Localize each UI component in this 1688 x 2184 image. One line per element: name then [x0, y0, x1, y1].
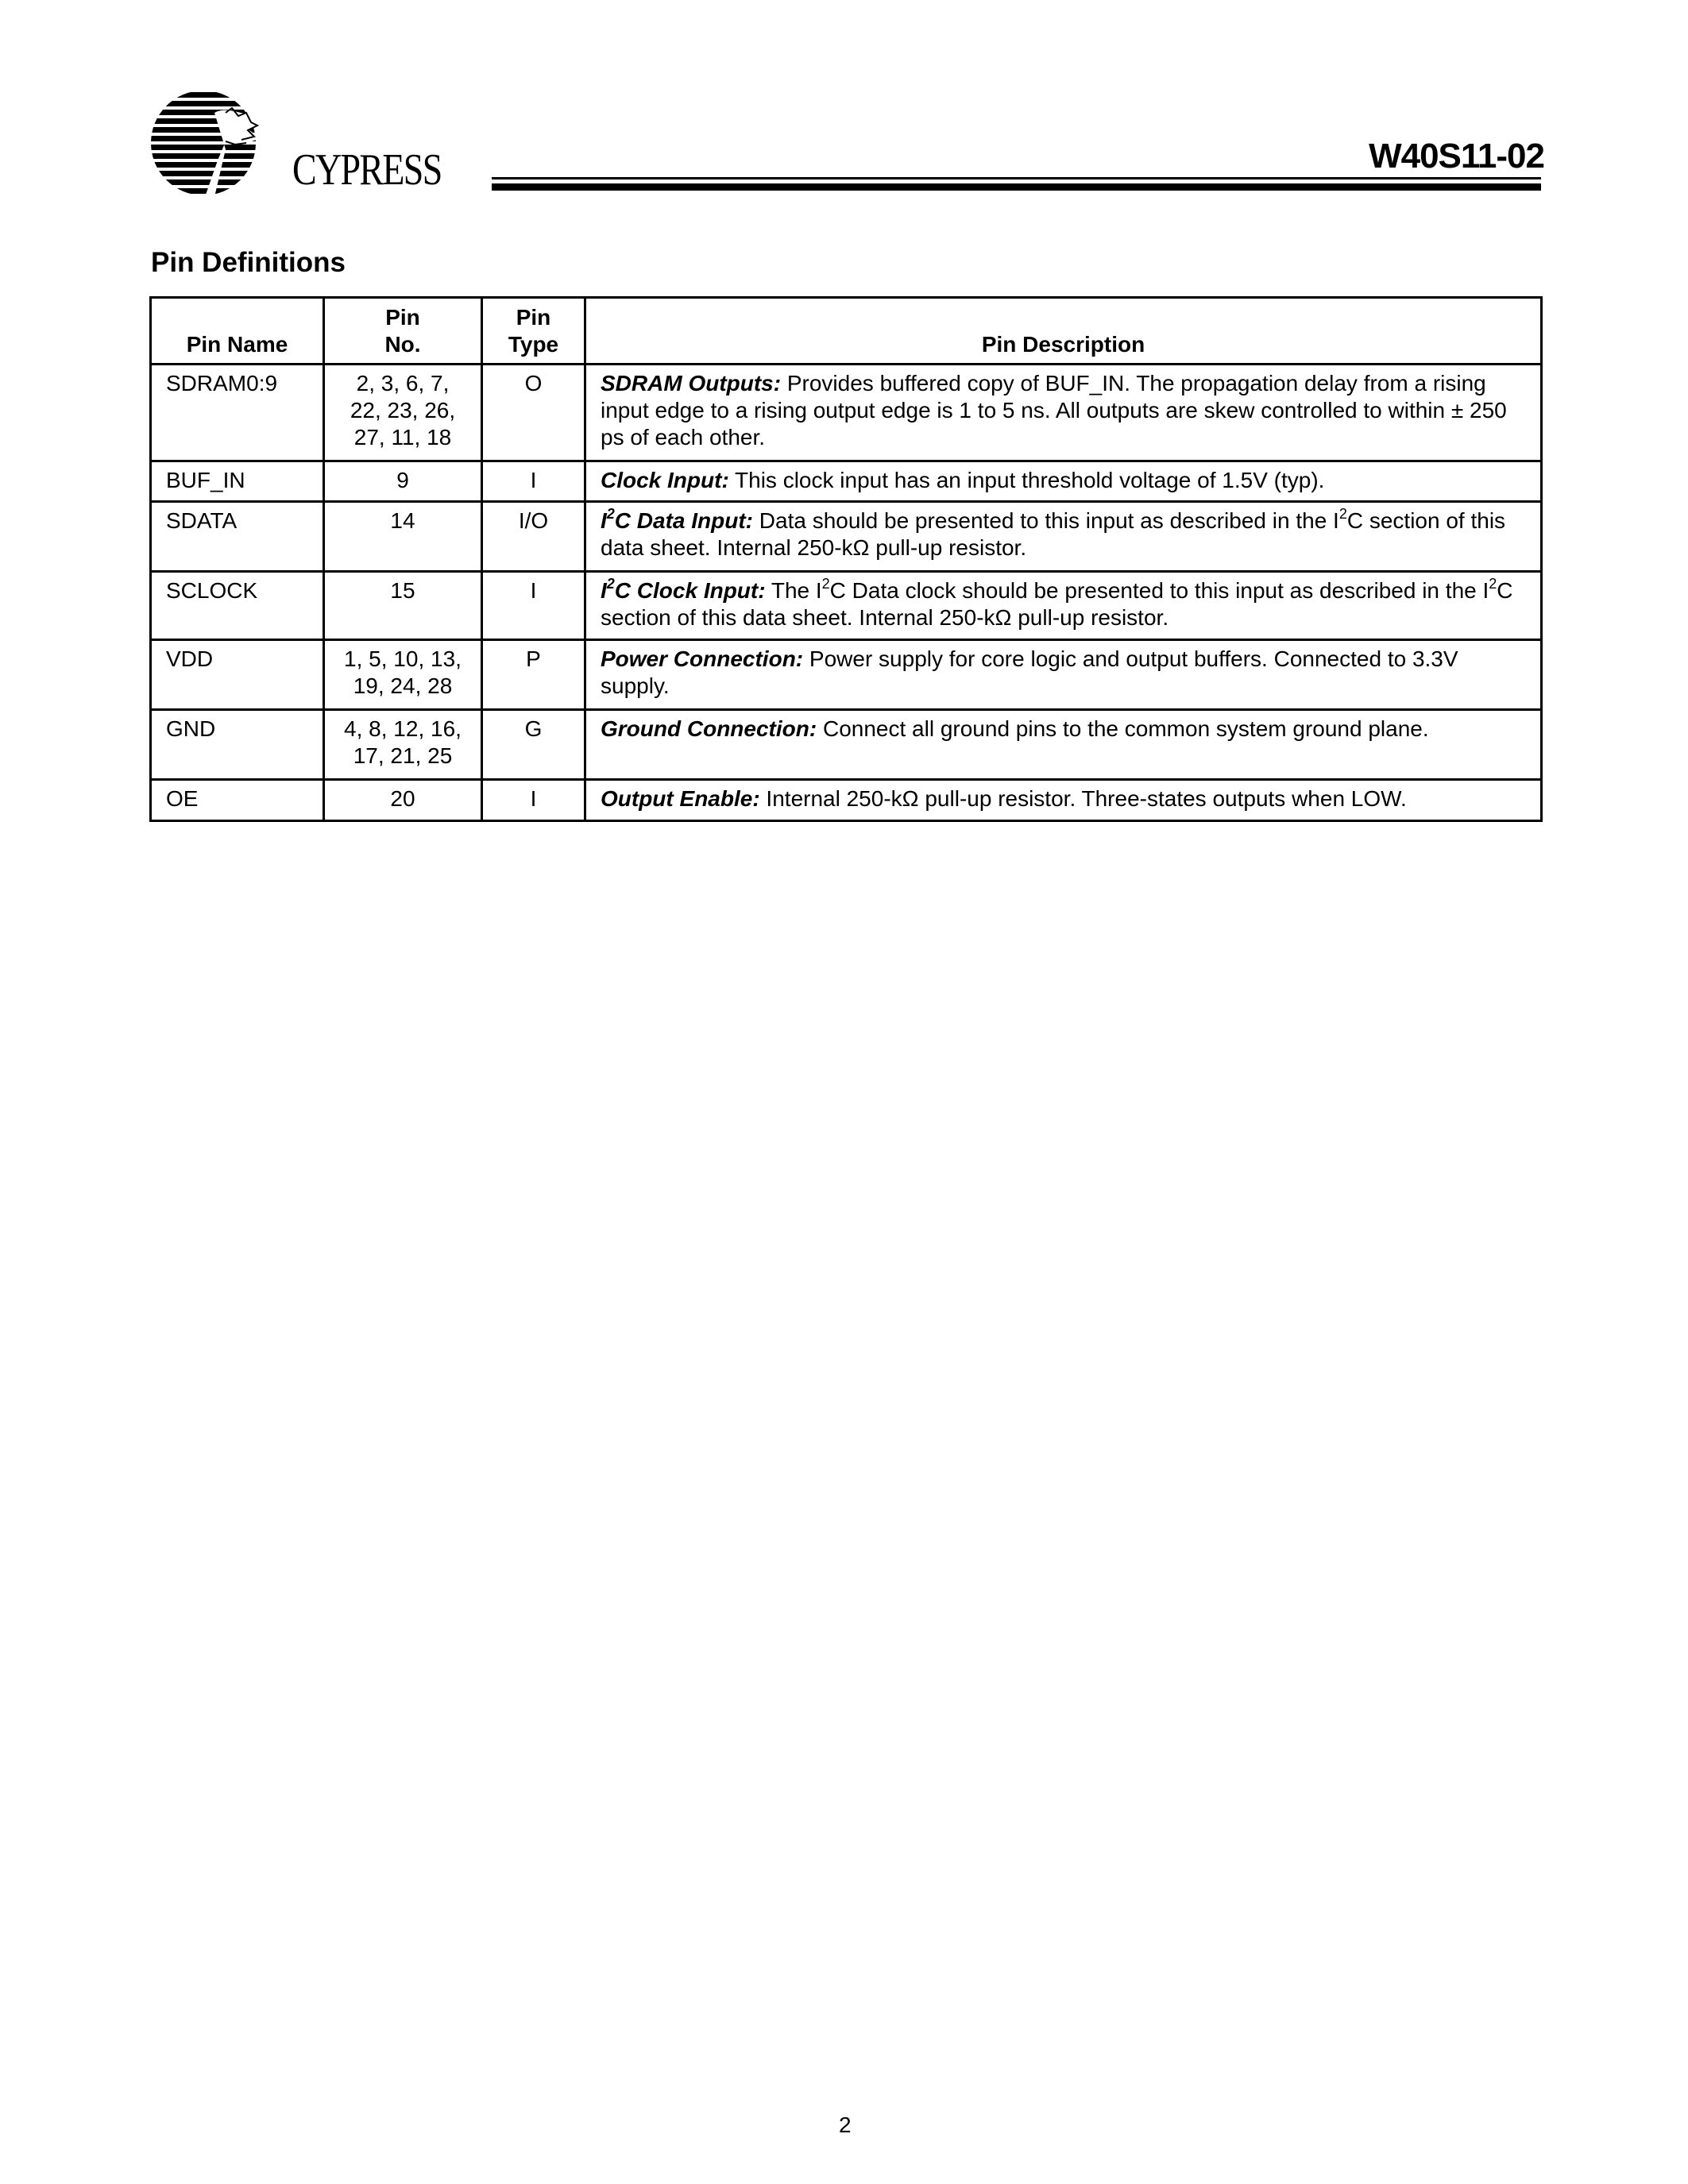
pin-number-line: 14 — [390, 508, 415, 533]
pin-number-line: 22, 23, 26, — [350, 398, 456, 423]
pin-name: GND — [166, 716, 216, 741]
pin-name-cell — [151, 365, 324, 461]
description-label: Ground Connection: — [601, 716, 817, 741]
header-pin-no-line2: No. — [384, 332, 421, 357]
description-text: Connect all ground pins to the common system ground plane. — [817, 716, 1429, 741]
pin-name-cell — [151, 572, 324, 640]
description-text: C section of this data sheet. Internal 250-kΩ pull-up resistor. — [601, 578, 1513, 630]
pin-name: SDATA — [166, 508, 238, 533]
table-row — [151, 572, 1542, 640]
header-pin-type — [482, 298, 585, 365]
pin-number-line: 20 — [390, 786, 415, 811]
header-rule-thick — [492, 183, 1541, 191]
pin-number-line: 2, 3, 6, 7, — [356, 371, 450, 396]
pin-description-cell — [585, 780, 1542, 821]
header-pin-type-line2: Type — [508, 332, 559, 357]
description-text: The I — [765, 578, 822, 603]
description-label: Output Enable: — [601, 786, 760, 811]
pin-type-cell — [482, 640, 585, 710]
pin-type: P — [526, 646, 541, 671]
pin-description-cell — [585, 365, 1542, 461]
logo-text: CYPRESS — [292, 145, 442, 195]
description-text: 2 — [1338, 506, 1347, 522]
pin-number-cell — [324, 365, 482, 461]
description-label: Power Connection: — [601, 646, 804, 671]
pin-name: OE — [166, 786, 199, 811]
page-number: 2 — [839, 2113, 852, 2137]
header-pin-no-line1: Pin — [385, 305, 420, 330]
table-row — [151, 640, 1542, 710]
pin-number-line: 9 — [396, 468, 409, 492]
pin-number-line: 27, 11, 18 — [353, 425, 452, 450]
pin-name: SDRAM0:9 — [166, 371, 278, 396]
header-pin-name: Pin Name — [151, 298, 324, 365]
header-rule-thin — [492, 177, 1541, 179]
pin-name-cell — [151, 640, 324, 710]
pin-description-cell — [585, 710, 1542, 780]
header-pin-description: Pin Description — [585, 298, 1542, 365]
pin-number-line: 1, 5, 10, 13, — [344, 646, 462, 671]
header-pin-type-line1: Pin — [516, 305, 551, 330]
pin-number-line: 4, 8, 12, 16, — [344, 716, 462, 741]
pin-definitions-table — [149, 296, 1543, 822]
pin-description-cell — [585, 572, 1542, 640]
description-label: C Clock Input: — [614, 578, 766, 603]
description-text: 2 — [821, 576, 830, 592]
description-label: 2 — [606, 506, 615, 522]
table-row — [151, 710, 1542, 780]
pin-description-cell — [585, 461, 1542, 502]
pin-type: I — [530, 468, 537, 492]
pin-description-cell — [585, 640, 1542, 710]
description-text: 2 — [1489, 576, 1497, 592]
pin-type-cell — [482, 461, 585, 502]
description-text: Provides buffered copy of BUF_IN. The propagation delay from a rising input edge to a rising output edge is 1 to 5 ns. All outputs are skew controlled to within ± 250 ps of each other. — [601, 371, 1507, 450]
pin-number-cell — [324, 640, 482, 710]
table-row — [151, 780, 1542, 821]
table-row — [151, 502, 1542, 572]
pin-type: I — [530, 786, 537, 811]
pin-description-cell — [585, 502, 1542, 572]
pin-number-cell — [324, 710, 482, 780]
pin-type-cell — [482, 502, 585, 572]
pin-number-cell — [324, 502, 482, 572]
pin-type-cell — [482, 365, 585, 461]
description-label: SDRAM Outputs: — [601, 371, 782, 396]
pin-type-cell — [482, 780, 585, 821]
description-label: C Data Input: — [614, 508, 754, 533]
pin-name-cell — [151, 502, 324, 572]
pin-number-cell — [324, 780, 482, 821]
pin-number-line: 17, 21, 25 — [353, 743, 453, 768]
description-text: Power supply for core logic and output buffers. Connected to 3.3V supply. — [601, 646, 1458, 698]
pin-type-cell — [482, 710, 585, 780]
description-label: I — [601, 578, 607, 603]
pin-type: I/O — [518, 508, 549, 533]
description-text: C section of this data sheet. Internal 250-kΩ pull-up resistor. — [601, 508, 1506, 560]
pin-name-cell — [151, 780, 324, 821]
part-number: W40S11-02 — [1369, 137, 1544, 176]
pin-type: G — [524, 716, 543, 741]
table-row — [151, 365, 1542, 461]
pin-number-line: 15 — [390, 578, 415, 603]
section-title: Pin Definitions — [151, 247, 346, 278]
description-text: Data should be presented to this input as described in the I — [753, 508, 1339, 533]
description-text: This clock input has an input threshold voltage of 1.5V (typ). — [728, 468, 1325, 492]
description-label: I — [601, 508, 607, 533]
description-text: C Data clock should be presented to this input as described in the I — [829, 578, 1489, 603]
pin-number-line: 19, 24, 28 — [353, 673, 453, 698]
pin-name: BUF_IN — [166, 468, 245, 492]
pin-name: VDD — [166, 646, 214, 671]
pin-type-cell — [482, 572, 585, 640]
table-header-row — [151, 298, 1542, 365]
description-label: 2 — [606, 576, 615, 592]
header-pin-no — [324, 298, 482, 365]
pin-type: O — [524, 371, 543, 396]
pin-type: I — [530, 578, 537, 603]
description-text: Internal 250-kΩ pull-up resistor. Three-states outputs when LOW. — [759, 786, 1407, 811]
pin-number-cell — [324, 461, 482, 502]
pin-name-cell — [151, 461, 324, 502]
pin-name: SCLOCK — [166, 578, 258, 603]
description-label: Clock Input: — [601, 468, 729, 492]
pin-name-cell — [151, 710, 324, 780]
pin-number-cell — [324, 572, 482, 640]
table-row — [151, 461, 1542, 502]
